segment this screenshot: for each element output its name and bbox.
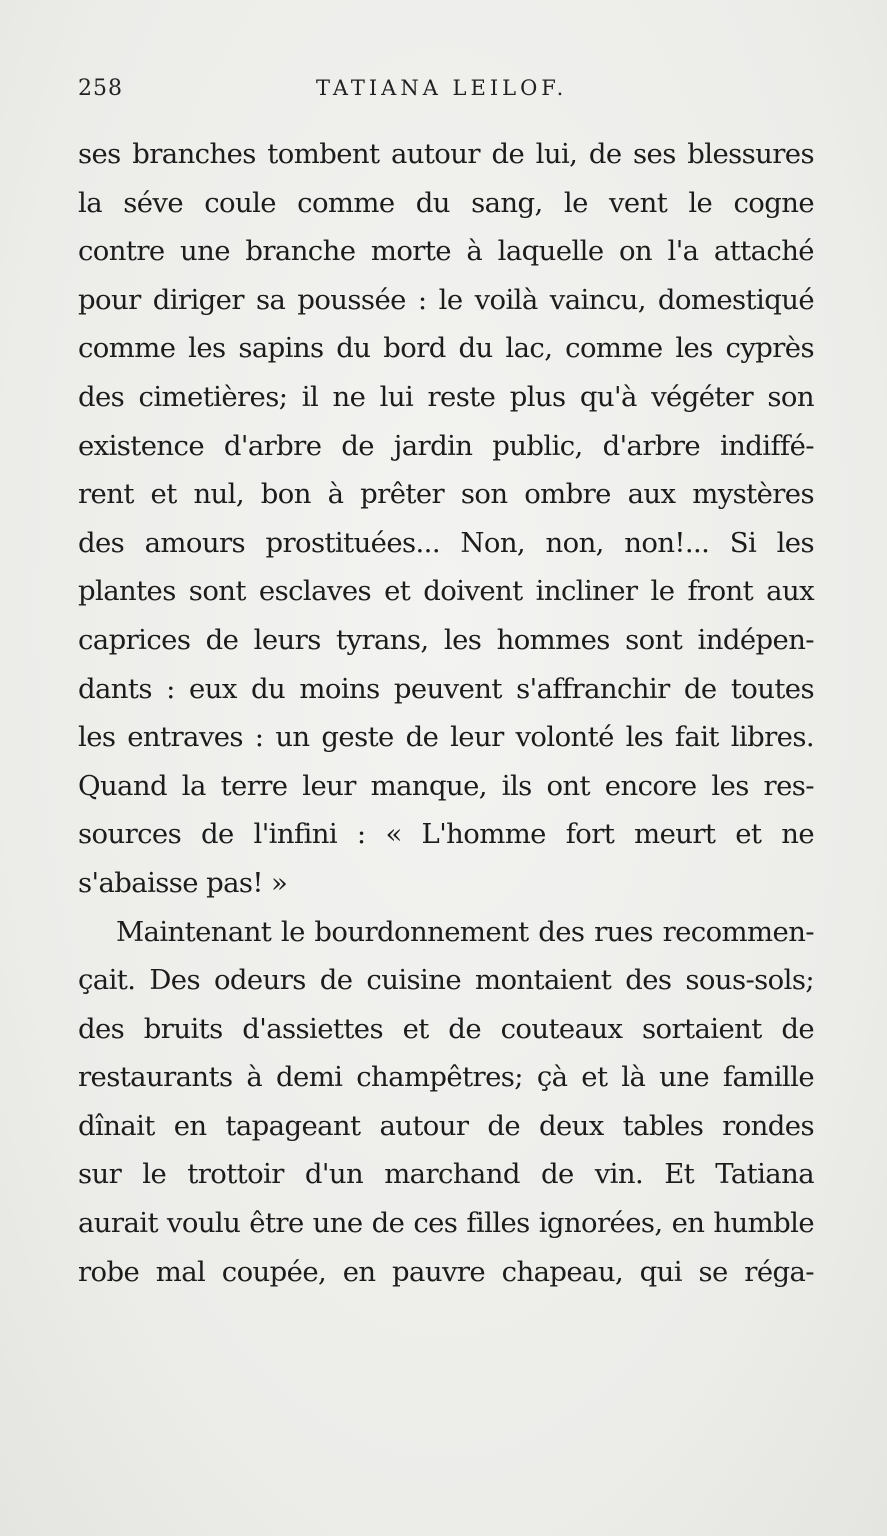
text-line: ses branches tombent autour de lui, de ses blessures: [78, 138, 814, 170]
text-line-paragraph-start: Maintenant le bourdonnement des rues recommen-: [116, 915, 814, 948]
text-line: sources de l'infini : « L'homme fort meurt et ne: [78, 818, 814, 851]
text-line: la séve coule comme du sang, le vent le cogne: [78, 186, 814, 219]
text-line: dînait en tapageant autour de deux tables rondes: [78, 1109, 814, 1142]
text-line: dants : eux du moins peuvent s'affranchir de toutes: [78, 672, 814, 705]
text-line: çait. Des odeurs de cuisine montaient des sous-sols;: [78, 964, 814, 997]
text-line: sur le trottoir d'un marchand de vin. Et Tatiana: [78, 1158, 814, 1191]
text-line: contre une branche morte à laquelle on l'a attaché: [78, 235, 814, 268]
text-line: robe mal coupée, en pauvre chapeau, qui se réga-: [78, 1255, 814, 1288]
text-line: comme les sapins du bord du lac, comme les cyprès: [78, 332, 814, 365]
text-line: les entraves : un geste de leur volonté les fait libres.: [78, 721, 814, 754]
page-number: 258: [78, 76, 123, 101]
text-line: pour diriger sa poussée : le voilà vaincu, domestiqué: [78, 283, 814, 316]
text-line: des bruits d'assiettes et de couteaux sortaient de: [78, 1012, 814, 1045]
page-header: [78, 76, 810, 116]
text-line: existence d'arbre de jardin public, d'arbre indiffé-: [78, 429, 814, 462]
text-line: restaurants à demi champêtres; çà et là une famille: [78, 1061, 814, 1094]
body-text: [78, 130, 814, 1296]
text-line: caprices de leurs tyrans, les hommes sont indépen-: [78, 623, 814, 656]
text-line: des amours prostituées... Non, non, non!... Si les: [78, 526, 814, 559]
text-line: aurait voulu être une de ces filles ignorées, en humble: [78, 1207, 814, 1240]
text-line: rent et nul, bon à prêter son ombre aux mystères: [78, 478, 814, 511]
text-line-paragraph-end: s'abaisse pas! »: [78, 866, 288, 899]
running-head: TATIANA LEILOF.: [316, 76, 568, 100]
text-line: Quand la terre leur manque, ils ont encore les res-: [78, 769, 814, 802]
text-line: des cimetières; il ne lui reste plus qu'à végéter son: [78, 380, 814, 413]
text-line: plantes sont esclaves et doivent incliner le front aux: [78, 575, 814, 608]
